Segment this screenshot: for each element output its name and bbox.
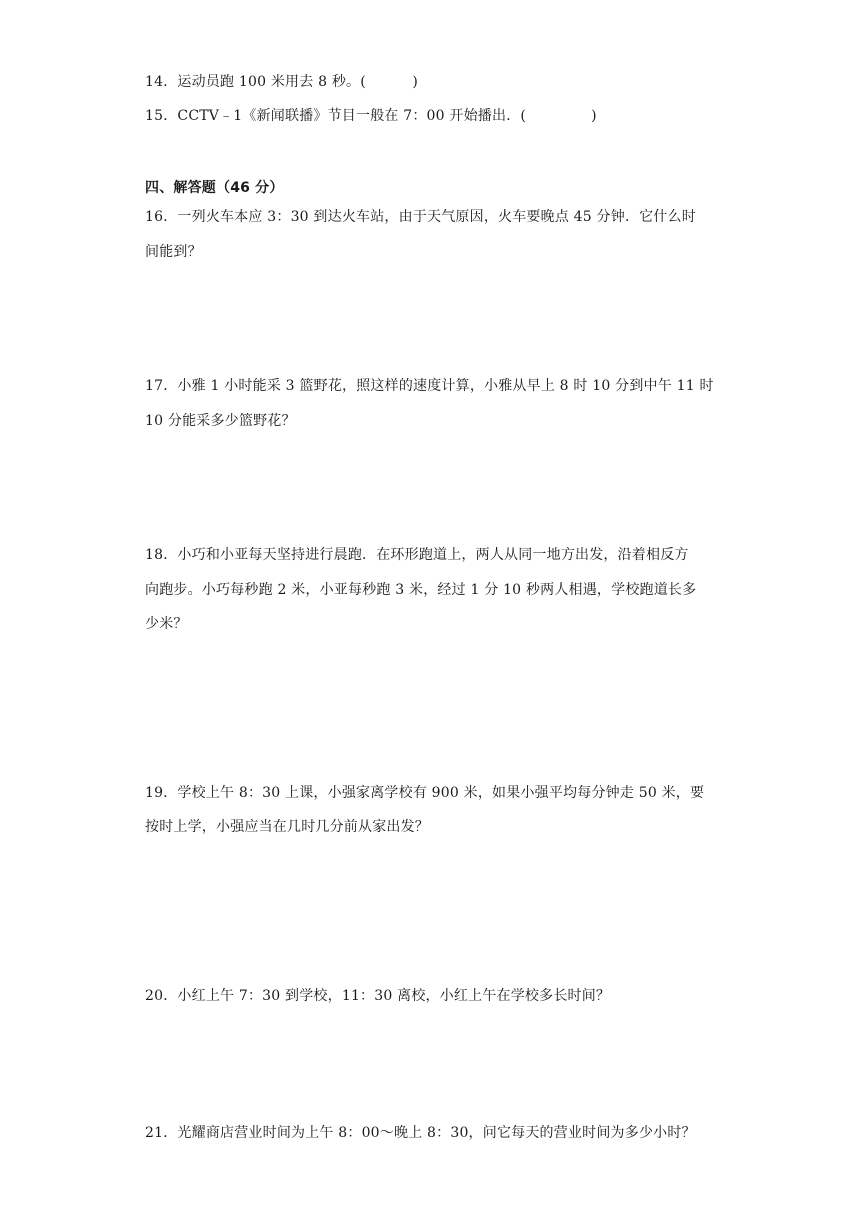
question-21: 21．光耀商店营业时间为上午 8：00～晚上 8：30，问它每天的营业时间为多少小时？ bbox=[145, 1125, 696, 1141]
question-14: 14．运动员跑 100 米用去 8 秒。( ) bbox=[145, 74, 419, 90]
question-19-line-2: 按时上学，小强应当在几时几分前从家出发？ bbox=[145, 819, 429, 835]
question-19-line-1: 19．学校上午 8：30 上课，小强家离学校有 900 米，如果小强平均每分钟走 50 米，要 bbox=[145, 785, 705, 801]
question-16-line-2: 间能到？ bbox=[145, 244, 202, 260]
question-17-line-1: 17．小雅 1 小时能采 3 篮野花，照这样的速度计算，小雅从早上 8 时 10 分到中午 11 时 bbox=[145, 378, 714, 394]
question-16-line-1: 16．一列火车本应 3：30 到达火车站，由于天气原因，火车要晚点 45 分钟．它什么时 bbox=[145, 209, 696, 225]
section-title: 四、解答题（46 分） bbox=[145, 180, 284, 196]
question-17-line-2: 10 分能采多少篮野花？ bbox=[145, 413, 296, 429]
question-18-line-1: 18．小巧和小亚每天坚持进行晨跑．在环形跑道上，两人从同一地方出发，沿着相反方 bbox=[145, 547, 689, 563]
question-15: 15．CCTV﹣1《新闻联播》节目一般在 7：00 开始播出．( ) bbox=[145, 108, 597, 124]
question-20: 20．小红上午 7：30 到学校，11：30 离校，小红上午在学校多长时间？ bbox=[145, 988, 611, 1004]
question-18-line-2: 向跑步。小巧每秒跑 2 米，小亚每秒跑 3 米，经过 1 分 10 秒两人相遇，学校跑道长多 bbox=[145, 582, 697, 598]
question-18-line-3: 少米？ bbox=[145, 616, 188, 632]
